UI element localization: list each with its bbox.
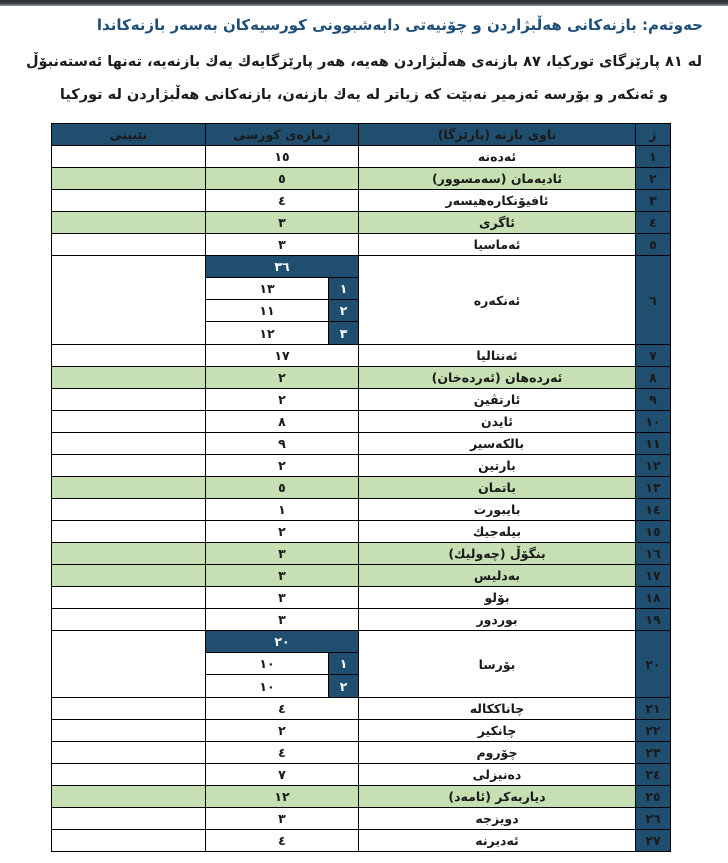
notes-cell <box>52 190 206 212</box>
page-title: حەوتەم: بازنەکانی هەڵبژاردن و چۆنیەتی دابەشبوونی کورسیەکان بەسەر بازنەکاندا <box>96 16 703 34</box>
seat-count-cell: ٣ <box>206 212 359 234</box>
notes-cell <box>52 433 206 455</box>
breakdown-index-cell: ١ <box>328 278 358 299</box>
seat-count-breakdown-cell <box>206 256 359 345</box>
notes-cell <box>52 786 206 808</box>
seat-count-cell: ٤ <box>206 190 359 212</box>
notes-cell <box>52 212 206 234</box>
seat-count-cell: ١ <box>206 499 359 521</box>
row-index-cell: ٩ <box>636 389 671 411</box>
table-row <box>52 477 671 499</box>
seat-count-cell: ٤ <box>206 830 359 852</box>
breakdown-index-cell: ٣ <box>328 322 358 344</box>
seats-table-body <box>52 146 671 852</box>
row-index-cell: ٢٢ <box>636 720 671 742</box>
district-name-cell: ئەردەهان (ئەردەخان) <box>359 367 636 389</box>
breakdown-seat-count-cell: ١٣ <box>259 281 275 296</box>
row-index-cell: ١٥ <box>636 521 671 543</box>
row-index-cell: ١٢ <box>636 455 671 477</box>
district-name-cell: بالکەسیر <box>359 433 636 455</box>
row-index-cell: ١٦ <box>636 543 671 565</box>
notes-cell <box>52 543 206 565</box>
row-index-cell: ١ <box>636 146 671 168</box>
notes-cell <box>52 830 206 852</box>
seat-count-cell: ١٧ <box>206 345 359 367</box>
row-index-cell: ٢٥ <box>636 786 671 808</box>
breakdown-seat-count-cell: ١٠ <box>259 678 275 694</box>
notes-cell <box>52 234 206 256</box>
seat-count-cell: ٨ <box>206 411 359 433</box>
table-header-row <box>52 124 671 146</box>
district-name-cell: دیاربەکر (ئامەد) <box>359 786 636 808</box>
district-name-cell: دەنیزلی <box>359 764 636 786</box>
seat-count-cell: ٤ <box>206 742 359 764</box>
district-name-cell: باتمان <box>359 477 636 499</box>
row-index-cell: ٢٧ <box>636 830 671 852</box>
district-name-cell: بوردور <box>359 609 636 631</box>
notes-cell <box>52 168 206 190</box>
seat-breakdown-row <box>206 278 358 300</box>
row-index-cell: ٢١ <box>636 698 671 720</box>
table-row <box>52 631 671 698</box>
table-row <box>52 256 671 345</box>
row-index-cell: ٨ <box>636 367 671 389</box>
district-name-cell: چانکیر <box>359 720 636 742</box>
table-row <box>52 212 671 234</box>
notes-cell <box>52 764 206 786</box>
seat-count-cell: ٣ <box>206 808 359 830</box>
district-name-cell: ئەنتالیا <box>359 345 636 367</box>
table-row <box>52 786 671 808</box>
notes-cell <box>52 565 206 587</box>
district-name-cell: ئەنکەرە <box>359 256 636 345</box>
breakdown-index-cell: ٢ <box>328 675 358 697</box>
row-index-cell: ١٠ <box>636 411 671 433</box>
seat-count-cell: ٣ <box>206 609 359 631</box>
notes-cell <box>52 411 206 433</box>
seats-table <box>51 123 671 852</box>
table-row <box>52 543 671 565</box>
seat-count-cell: ٥ <box>206 477 359 499</box>
seat-count-cell: ٤ <box>206 698 359 720</box>
table-row <box>52 499 671 521</box>
row-index-cell: ٢ <box>636 168 671 190</box>
seat-breakdown-row <box>206 675 358 697</box>
table-row <box>52 168 671 190</box>
notes-cell <box>52 587 206 609</box>
table-row <box>52 234 671 256</box>
district-name-cell: دویزجە <box>359 808 636 830</box>
seat-count-cell: ٩ <box>206 433 359 455</box>
notes-cell <box>52 256 206 345</box>
notes-cell <box>52 631 206 698</box>
table-row <box>52 698 671 720</box>
row-index-cell: ٣ <box>636 190 671 212</box>
header-seat-count: ژمارەی کورسی <box>206 124 359 146</box>
row-index-cell: ٥ <box>636 234 671 256</box>
seat-count-cell: ٣ <box>206 543 359 565</box>
notes-cell <box>52 521 206 543</box>
row-index-cell: ٤ <box>636 212 671 234</box>
intro-paragraph: لە ٨١ پارێزگای تورکیا، ٨٧ بازنەی هەڵبژاردن هەیە، هەر پارێزگایەك یەك بازنەیە، تەنها ئەستەنبۆڵ و ئەنکەر و بۆرسە ئەزمیر نەبێت کە زیاتر لە یەك بازنەن، بازنەکانی هەڵبژاردن لە تورکیا <box>25 54 703 103</box>
table-row <box>52 389 671 411</box>
seat-count-cell: ١٢ <box>206 786 359 808</box>
row-index-cell: ١٩ <box>636 609 671 631</box>
header-district-name: ناوی بازنە (پارێزگا) <box>359 124 636 146</box>
seat-count-cell: ٣ <box>206 565 359 587</box>
seat-breakdown-row <box>206 300 358 322</box>
seat-count-cell: ٧ <box>206 764 359 786</box>
district-name-cell: ئایدن <box>359 411 636 433</box>
notes-cell <box>52 477 206 499</box>
seat-total-cell: ٢٠ <box>206 631 358 653</box>
seats-table-container <box>52 123 671 852</box>
table-row <box>52 742 671 764</box>
seat-count-cell: ٥ <box>206 168 359 190</box>
breakdown-seat-count-cell: ١٢ <box>259 325 275 341</box>
district-name-cell: بنگۆڵ (چەولیك) <box>359 543 636 565</box>
seat-breakdown <box>206 631 358 697</box>
row-index-cell: ٢٤ <box>636 764 671 786</box>
district-name-cell: چاناککالە <box>359 698 636 720</box>
window-top-edge <box>0 0 728 6</box>
seat-count-cell: ٢ <box>206 389 359 411</box>
table-row <box>52 146 671 168</box>
breakdown-index-cell: ٢ <box>328 300 358 321</box>
district-name-cell: ئادیەمان (سەمسوور) <box>359 168 636 190</box>
seat-count-cell: ٢ <box>206 455 359 477</box>
district-name-cell: ئاگری <box>359 212 636 234</box>
table-row <box>52 720 671 742</box>
table-row <box>52 367 671 389</box>
table-row <box>52 455 671 477</box>
district-name-cell: ئافیۆنکارەهیسەر <box>359 190 636 212</box>
notes-cell <box>52 808 206 830</box>
notes-cell <box>52 455 206 477</box>
row-index-cell: ١٨ <box>636 587 671 609</box>
breakdown-index-cell: ١ <box>328 653 358 674</box>
table-row <box>52 830 671 852</box>
table-row <box>52 764 671 786</box>
notes-cell <box>52 146 206 168</box>
district-name-cell: ئەدیرنە <box>359 830 636 852</box>
notes-cell <box>52 389 206 411</box>
table-row <box>52 808 671 830</box>
breakdown-seat-count-cell: ١٠ <box>259 656 275 671</box>
table-row <box>52 609 671 631</box>
seat-count-cell: ١٥ <box>206 146 359 168</box>
seat-count-breakdown-cell <box>206 631 359 698</box>
notes-cell <box>52 367 206 389</box>
seat-count-cell: ٣ <box>206 234 359 256</box>
row-index-cell: ٢٠ <box>636 631 671 698</box>
notes-cell <box>52 720 206 742</box>
table-row <box>52 521 671 543</box>
row-index-cell: ١٧ <box>636 565 671 587</box>
seat-count-cell: ٢ <box>206 367 359 389</box>
row-index-cell: ٧ <box>636 345 671 367</box>
district-name-cell: ئەماسیا <box>359 234 636 256</box>
row-index-cell: ١١ <box>636 433 671 455</box>
district-name-cell: بۆلو <box>359 587 636 609</box>
seat-breakdown-row <box>206 653 358 675</box>
notes-cell <box>52 698 206 720</box>
notes-cell <box>52 345 206 367</box>
table-row <box>52 411 671 433</box>
notes-cell <box>52 742 206 764</box>
breakdown-seat-count-cell: ١١ <box>259 303 275 318</box>
district-name-cell: ئارتڤین <box>359 389 636 411</box>
district-name-cell: بیلەجیك <box>359 521 636 543</box>
header-notes: تێبینی <box>52 124 206 146</box>
seat-breakdown <box>206 256 358 344</box>
table-row <box>52 345 671 367</box>
row-index-cell: ٢٣ <box>636 742 671 764</box>
table-row <box>52 190 671 212</box>
row-index-cell: ٦ <box>636 256 671 345</box>
row-index-cell: ١٣ <box>636 477 671 499</box>
seat-breakdown-row <box>206 322 358 344</box>
seat-total-cell: ٣٦ <box>206 256 358 278</box>
seat-count-cell: ٢ <box>206 720 359 742</box>
district-name-cell: بۆرسا <box>359 631 636 698</box>
district-name-cell: بارتین <box>359 455 636 477</box>
row-index-cell: ١٤ <box>636 499 671 521</box>
row-index-cell: ٢٦ <box>636 808 671 830</box>
notes-cell <box>52 499 206 521</box>
district-name-cell: ئەدەنە <box>359 146 636 168</box>
table-row <box>52 565 671 587</box>
table-row <box>52 587 671 609</box>
district-name-cell: بەدلیس <box>359 565 636 587</box>
header-index: ژ <box>636 124 671 146</box>
notes-cell <box>52 609 206 631</box>
seat-count-cell: ٣ <box>206 587 359 609</box>
seat-count-cell: ٢ <box>206 521 359 543</box>
district-name-cell: چۆروم <box>359 742 636 764</box>
district-name-cell: بایبورت <box>359 499 636 521</box>
table-row <box>52 433 671 455</box>
